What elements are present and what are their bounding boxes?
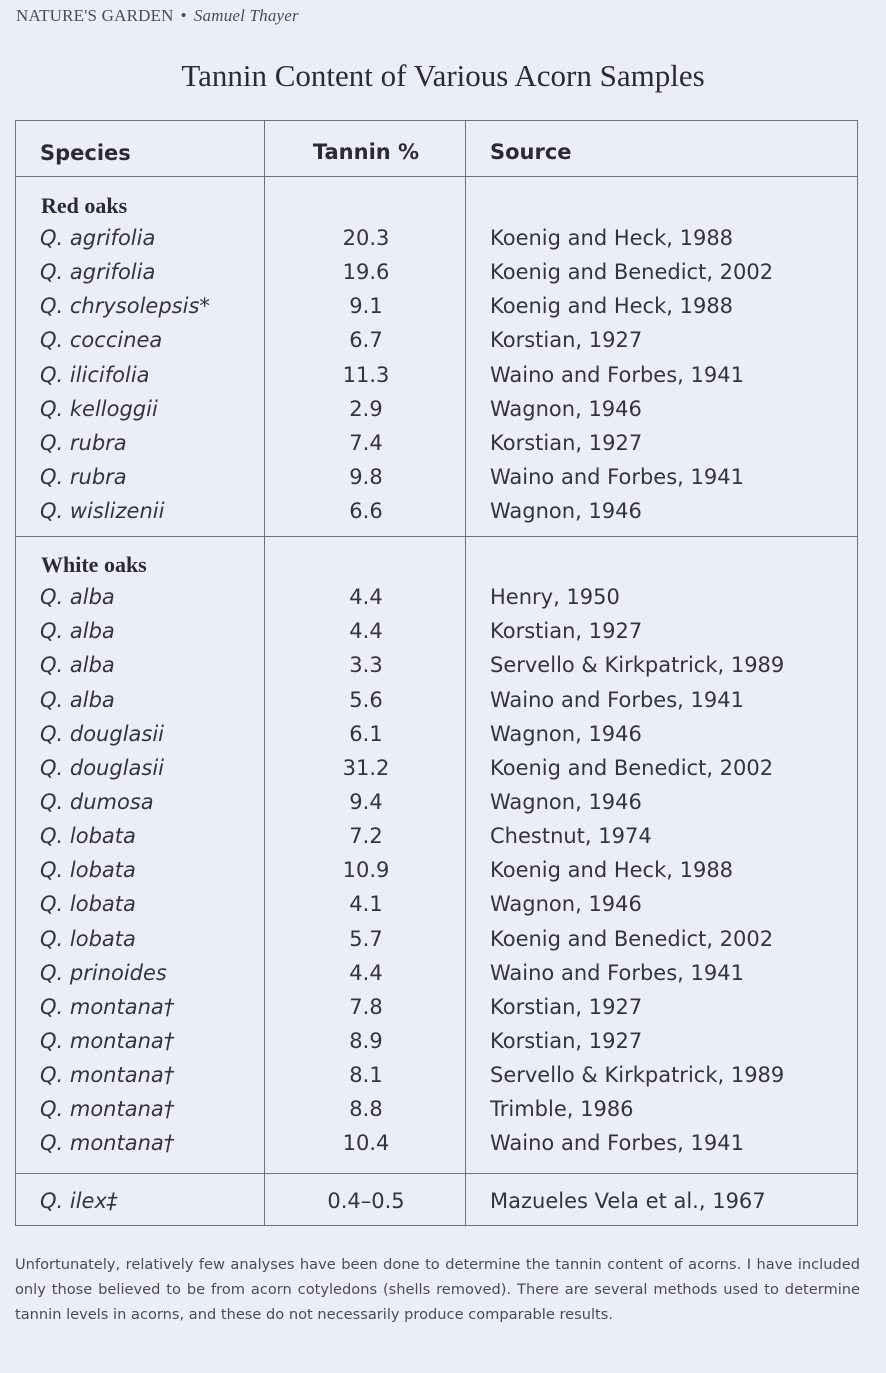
table-row-species: Q. rubra (40, 465, 127, 489)
table-row-species: Q. lobata (40, 824, 136, 848)
table-row-tannin: 4.4 (349, 585, 383, 609)
table-row-source: Waino and Forbes, 1941 (490, 687, 744, 712)
header-rule (16, 176, 857, 177)
table-row-source: Henry, 1950 (490, 585, 620, 609)
table-row-source: Koenig and Heck, 1988 (490, 858, 734, 883)
header-species: Species (40, 141, 131, 165)
table-row-species: Q. wislizenii (40, 499, 165, 524)
table-row-species: Q. lobata (40, 926, 136, 951)
table-row-source: Waino and Forbes, 1941 (490, 960, 744, 985)
table-row-tannin: 31.2 (342, 755, 390, 780)
table-row-tannin: 7.4 (349, 430, 383, 455)
table-row-species: Q. montana† (40, 1131, 175, 1156)
table-row-source: Korstian, 1927 (490, 328, 643, 353)
table-row-species: Q. agrifolia (40, 226, 156, 250)
table-row-source: Wagnon, 1946 (490, 721, 642, 746)
table-row-tannin: 3.3 (349, 653, 383, 678)
table-row-source: Servello & Kirkpatrick, 1989 (490, 1063, 785, 1088)
table-row-tannin: 20.3 (342, 226, 390, 250)
table-row-source: Waino and Forbes, 1941 (490, 465, 744, 489)
table-row-tannin: 8.8 (349, 1097, 383, 1122)
table-row-source: Korstian, 1927 (490, 430, 643, 455)
table-row-tannin: 7.2 (349, 824, 383, 848)
separator-bullet: • (180, 6, 187, 25)
table-row-tannin: 7.8 (349, 994, 383, 1019)
table-row-source: Waino and Forbes, 1941 (490, 1131, 744, 1156)
table-row-species: Q. prinoides (40, 960, 167, 985)
table-row-species: Q. montana† (40, 1063, 175, 1088)
table-row-species: Q. dumosa (40, 789, 154, 814)
table-row-tannin: 10.9 (342, 858, 390, 883)
table-row-source: Wagnon, 1946 (490, 499, 642, 524)
column-divider-1 (264, 121, 265, 1225)
table-row-tannin: 2.9 (349, 396, 383, 421)
group-heading-red-oaks: Red oaks (41, 193, 128, 218)
author-name: Samuel Thayer (193, 6, 299, 25)
table-row-species: Q. lobata (40, 858, 136, 883)
table-row-species: Q. montana† (40, 1097, 175, 1122)
table-row-source: Koenig and Heck, 1988 (490, 226, 734, 250)
table-row-source: Koenig and Benedict, 2002 (490, 755, 774, 780)
table-row-source: Trimble, 1986 (490, 1097, 634, 1122)
table-row-species: Q. coccinea (40, 328, 163, 353)
group-rule (16, 536, 857, 537)
table-row-species: Q. kelloggii (40, 396, 158, 421)
final-row-tannin: 0.4–0.5 (327, 1189, 405, 1213)
table-row-source: Koenig and Heck, 1988 (490, 294, 734, 319)
table-row-tannin: 9.1 (349, 294, 383, 319)
table-row-tannin: 9.8 (349, 465, 383, 489)
table-row-source: Korstian, 1927 (490, 619, 643, 644)
header-tannin: Tannin % (312, 140, 420, 164)
table-row-species: Q. alba (40, 687, 115, 712)
table-row-source: Koenig and Benedict, 2002 (490, 260, 774, 285)
table-row-species: Q. montana† (40, 994, 175, 1019)
table-row-species: Q. ilicifolia (40, 362, 150, 387)
table-row-tannin: 19.6 (342, 260, 390, 285)
table-row-species: Q. douglasii (40, 755, 165, 780)
table-row-species: Q. alba (40, 585, 115, 609)
final-row-source: Mazueles Vela et al., 1967 (490, 1189, 766, 1213)
table-row-source: Korstian, 1927 (490, 1029, 643, 1053)
table-row-source: Wagnon, 1946 (490, 892, 642, 917)
header-source: Source (490, 140, 572, 164)
final-row-rule (16, 1173, 857, 1174)
table-row-source: Waino and Forbes, 1941 (490, 362, 744, 387)
table-row-tannin: 8.9 (349, 1029, 383, 1053)
table-row-species: Q. chrysolepsis* (40, 294, 210, 319)
table-row-source: Wagnon, 1946 (490, 396, 642, 421)
table-row-tannin: 11.3 (342, 362, 390, 387)
footnote: Unfortunately, relatively few analyses have been done to determine the tannin content of acorns. I have included only those believed to be from acorn cotyledons (shells removed). There are several methods used to determine tannin levels in acorns, and these do not necessarily produce comparable results. (15, 1256, 860, 1323)
table-row-tannin: 4.1 (349, 892, 383, 917)
table-row-tannin: 4.4 (349, 960, 383, 985)
table-row-species: Q. lobata (40, 892, 136, 917)
book-title: NATURE'S GARDEN (16, 6, 174, 25)
table-row-source: Wagnon, 1946 (490, 789, 642, 814)
table-row-source: Chestnut, 1974 (490, 824, 652, 848)
table-row-tannin: 9.4 (349, 789, 383, 814)
table-row-tannin: 5.7 (349, 926, 383, 951)
table-row-tannin: 5.6 (349, 687, 383, 712)
table-row-tannin: 6.1 (349, 721, 383, 746)
table-row-source: Koenig and Benedict, 2002 (490, 926, 774, 951)
running-head (16, 6, 299, 26)
table-row-species: Q. montana† (40, 1029, 175, 1053)
tannin-table (15, 120, 858, 1226)
table-row-tannin: 10.4 (342, 1131, 390, 1156)
table-row-species: Q. douglasii (40, 721, 165, 746)
table-row-source: Servello & Kirkpatrick, 1989 (490, 653, 785, 678)
group-heading-white-oaks: White oaks (41, 552, 147, 577)
table-row-species: Q. alba (40, 619, 115, 644)
table-row-source: Korstian, 1927 (490, 994, 643, 1019)
table-row-species: Q. alba (40, 653, 115, 678)
table-row-tannin: 6.7 (349, 328, 383, 353)
table-row-tannin: 6.6 (349, 499, 383, 524)
table-row-tannin: 8.1 (349, 1063, 383, 1088)
final-row-species: Q. ilex‡ (40, 1189, 118, 1213)
table-title: Tannin Content of Various Acorn Samples (181, 58, 705, 93)
table-row-species: Q. agrifolia (40, 260, 156, 285)
table-row-tannin: 4.4 (349, 619, 383, 644)
table-row-species: Q. rubra (40, 430, 127, 455)
